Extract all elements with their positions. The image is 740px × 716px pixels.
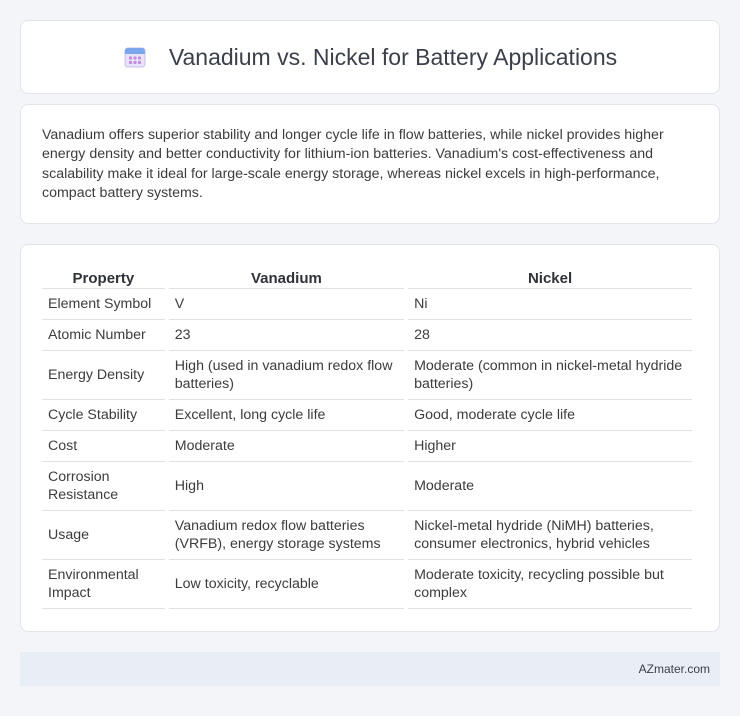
table-row xyxy=(42,289,692,320)
header-vanadium: Vanadium xyxy=(169,263,404,289)
table-row xyxy=(42,560,692,609)
table-row xyxy=(42,351,692,400)
cell-vanadium: Excellent, long cycle life xyxy=(169,400,404,431)
title-card xyxy=(20,20,720,94)
cell-property: Energy Density xyxy=(42,351,165,400)
header-property: Property xyxy=(42,263,165,289)
cell-vanadium: Low toxicity, recyclable xyxy=(169,560,404,609)
cell-property: Element Symbol xyxy=(42,289,165,320)
cell-nickel: Moderate toxicity, recycling possible but complex xyxy=(408,560,692,609)
cell-nickel: Moderate xyxy=(408,462,692,511)
table-row xyxy=(42,511,692,560)
page-title: Vanadium vs. Nickel for Battery Applications xyxy=(168,43,618,70)
table-row xyxy=(42,320,692,351)
title-wrap xyxy=(123,44,617,71)
summary-text: Vanadium offers superior stability and longer cycle life in flow batteries, while nickel provides higher energy density and better conductivity for lithium-ion batteries. Vanadium's cost-effectiveness and scalability make it ideal for large-scale energy storage, whereas nickel excels in high-performance, compact battery systems. xyxy=(42,127,664,201)
table-header-row xyxy=(42,263,692,289)
cell-vanadium: V xyxy=(169,289,404,320)
summary-card xyxy=(20,104,720,224)
cell-vanadium: High (used in vanadium redox flow batteries) xyxy=(169,351,404,400)
cell-vanadium: High xyxy=(169,462,404,511)
cell-property: Usage xyxy=(42,511,165,560)
table-row xyxy=(42,400,692,431)
cell-property: Cost xyxy=(42,431,165,462)
footer xyxy=(20,652,720,686)
cell-vanadium: Vanadium redox flow batteries (VRFB), energy storage systems xyxy=(169,511,404,560)
table-row xyxy=(42,431,692,462)
comparison-table xyxy=(38,263,696,609)
table-row xyxy=(42,462,692,511)
cell-nickel: Higher xyxy=(408,431,692,462)
cell-nickel: Moderate (common in nickel-metal hydride batteries) xyxy=(408,351,692,400)
cell-nickel: Ni xyxy=(408,289,692,320)
header-nickel: Nickel xyxy=(408,263,692,289)
cell-nickel: Nickel-metal hydride (NiMH) batteries, consumer electronics, hybrid vehicles xyxy=(408,511,692,560)
cell-property: Atomic Number xyxy=(42,320,165,351)
cell-vanadium: 23 xyxy=(169,320,404,351)
cell-nickel: Good, moderate cycle life xyxy=(408,400,692,431)
calendar-icon xyxy=(123,45,147,69)
cell-property: Environmental Impact xyxy=(42,560,165,609)
cell-property: Corrosion Resistance xyxy=(42,462,165,511)
cell-vanadium: Moderate xyxy=(169,431,404,462)
cell-property: Cycle Stability xyxy=(42,400,165,431)
cell-nickel: 28 xyxy=(408,320,692,351)
footer-brand: AZmater.com xyxy=(638,662,710,676)
comparison-table-card xyxy=(20,244,720,632)
